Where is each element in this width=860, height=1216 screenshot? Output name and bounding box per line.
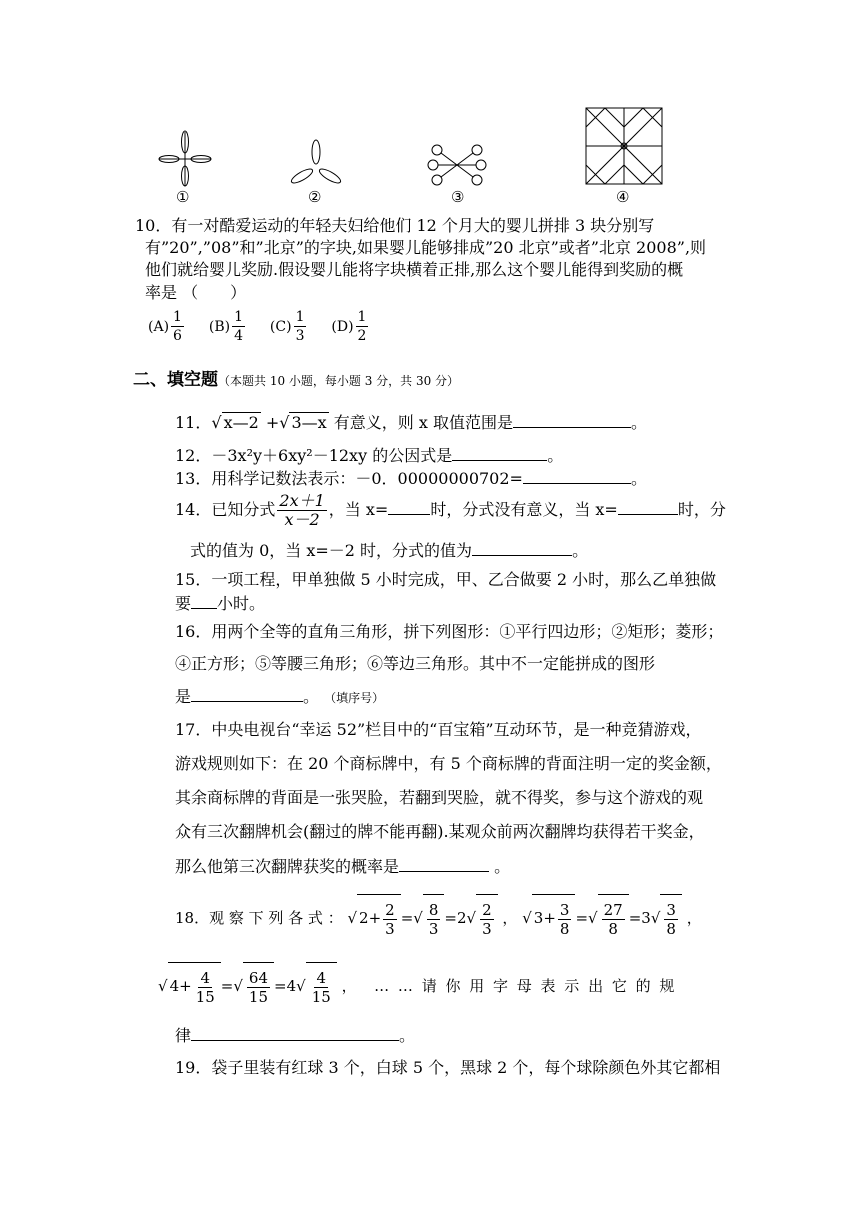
section-title: 二、填空题 <box>133 370 218 390</box>
q16-line3 <box>175 686 384 708</box>
option-c-label: (C) <box>269 318 292 335</box>
q14-blank2[interactable] <box>618 499 678 515</box>
q11: 11．√ x—2 +√ 3—x 有意义，则 x 取值范围是 。 <box>175 413 647 432</box>
q17-text5b: 。 <box>489 857 511 876</box>
q14-text2: 式的值为 0，当 x=－2 时，分式的值为 <box>190 541 473 560</box>
q18-e1-d: 3 <box>385 919 395 938</box>
q18-e3-kd: 15 <box>311 987 331 1006</box>
q13-text: 用科学记数法表示：－0．00000000702= <box>211 469 523 488</box>
q14-blank3[interactable] <box>472 540 572 556</box>
figure-2-three-petal-icon <box>288 138 344 190</box>
section-note: （本题共 10 小题，每小题 3 分，共 30 分） <box>218 374 460 388</box>
q16-note: （填序号） <box>324 691 385 705</box>
q17-line4: 众有三次翻牌机会(翻过的牌不能再翻).某观众前两次翻牌均获得若干奖金， <box>175 822 705 841</box>
q14-mid1: ，当 x= <box>328 500 389 519</box>
q19-number: 19． <box>175 1058 212 1077</box>
q12-end: 。 <box>547 446 564 465</box>
q18-blank[interactable] <box>191 1025 399 1041</box>
q18-expr3: √ 4+ $\frac{4}{15}$ =√ $\frac{64}{15}$ =4√ $\frac{4}{15}$ <box>158 977 337 995</box>
q14-number: 14． <box>175 500 212 519</box>
option-b-den: 4 <box>234 328 244 344</box>
q18-sep1: ， <box>502 909 518 927</box>
figure-4-pinwheel-square-icon <box>585 107 663 185</box>
q18-e3-rn: 64 <box>248 968 269 987</box>
q19-line1 <box>175 1058 720 1078</box>
q18-line2 <box>158 962 676 1009</box>
q11-answer-blank[interactable] <box>513 412 631 428</box>
q18-e2-rd: 8 <box>608 919 618 938</box>
q18-e2-n: 3 <box>559 900 570 919</box>
q10-line2: 有”20”,”08”和”北京”的字块,如果婴儿能够排成”20 北京”或者”北京 2008”,则 <box>145 238 707 257</box>
option-c-num: 1 <box>295 309 305 325</box>
q18-text3a: 律 <box>175 1026 192 1045</box>
q16-blank[interactable] <box>191 686 303 702</box>
q10-number: 10． <box>135 216 172 235</box>
q18-expr2: √ 3+ $\frac{3}{8}$ =√ $\frac{27}{8}$ =3√ $\frac{3}{8}$ <box>522 909 682 927</box>
q18-e3-k: 4 <box>286 977 297 995</box>
q18-tail: … … 请 你 用 字 母 表 示 出 它 的 规 <box>374 977 677 995</box>
q14-line1 <box>175 490 726 530</box>
q14-mid2: 时，分式没有意义，当 x= <box>430 500 618 519</box>
section-heading <box>133 365 459 390</box>
q18-line3 <box>175 1025 415 1046</box>
q18-e1-a: 2 <box>359 909 369 927</box>
option-b-label: (B) <box>208 318 231 335</box>
q15-line2 <box>175 593 265 614</box>
q18-pre: 观 察 下 列 各 式 ： <box>209 909 343 927</box>
option-a-num: 1 <box>173 309 182 325</box>
q14-frac-den: x－2 <box>284 510 320 529</box>
q18-e3-d: 15 <box>195 987 215 1006</box>
q17-line5 <box>175 856 510 877</box>
q17-number: 17． <box>175 720 212 739</box>
q13 <box>175 468 647 489</box>
q12-answer-blank[interactable] <box>452 445 547 461</box>
q18-e2-kd: 8 <box>666 919 676 938</box>
q11-radical2: 3—x <box>291 413 327 432</box>
q17-text5a: 那么他第三次翻牌获奖的概率是 <box>175 857 400 876</box>
q14-mid3: 时，分 <box>677 500 726 519</box>
q10-options <box>148 308 370 345</box>
q11-radical1: x—2 <box>223 413 259 432</box>
q18-expr1: √ 2+ $\frac{2}{3}$ =√ $\frac{8}{3}$ =2√ $\frac{2}{3}$ <box>347 909 497 927</box>
q18-e2-kn: 3 <box>666 900 676 919</box>
q16-line2: ④正方形；⑤等腰三角形；⑥等边三角形。其中不一定能拼成的图形 <box>175 654 656 673</box>
q16-number: 16． <box>175 622 212 641</box>
q18-sep3: ， <box>341 977 357 995</box>
q18-e1-rd: 3 <box>428 919 439 938</box>
option-a-label: (A) <box>148 318 170 335</box>
figure-label-3: ③ <box>451 188 465 206</box>
option-d-label: (D) <box>331 318 354 335</box>
q12-text: －3x²y＋6xy²－12xy 的公因式是 <box>211 446 453 465</box>
q18-sep2: ， <box>686 909 702 927</box>
q15-blank[interactable] <box>191 593 217 609</box>
q17-line3: 其余商标牌的背面是一张哭脸，若翻到哭脸，就不得奖，参与这个游戏的观 <box>175 788 704 807</box>
q18-e2-k: 3 <box>641 909 651 927</box>
figure-label-4: ④ <box>616 188 630 206</box>
q18-e2-rn: 27 <box>603 900 623 919</box>
option-c-den: 3 <box>295 328 305 344</box>
q14-line2 <box>190 540 588 561</box>
figure-label-2: ② <box>308 188 322 206</box>
q11-number: 11． <box>175 413 212 432</box>
option-d <box>331 309 370 344</box>
q13-answer-blank[interactable] <box>523 468 631 484</box>
q10-line1 <box>135 216 654 236</box>
q16-text3a: 是 <box>175 687 192 706</box>
q17-blank[interactable] <box>399 856 489 872</box>
q18-text3b: 。 <box>399 1026 416 1045</box>
figure-1-flower-icon <box>155 128 215 188</box>
q11-end: 。 <box>630 413 647 432</box>
q17-text1: 中央电视台“幸运 52”栏目中的“百宝箱”互动环节，是一种竞猜游戏， <box>211 720 702 739</box>
q18-e1-kn: 2 <box>482 900 492 919</box>
q10-text1: 有一对酷爱运动的年轻夫妇给他们 12 个月大的婴儿拼排 3 块分别写 <box>171 216 655 235</box>
q18-line1 <box>175 894 702 941</box>
figure-3-six-circles-icon <box>427 140 487 190</box>
option-d-num: 1 <box>357 309 367 325</box>
q16-text1: 用两个全等的直角三角形，拼下列图形：①平行四边形；②矩形；菱形； <box>211 622 724 641</box>
q11-text: 有意义，则 x 取值范围是 <box>328 413 513 432</box>
q18-e2-d: 8 <box>559 919 570 938</box>
q11-plus: + <box>265 413 280 432</box>
q14-blank1[interactable] <box>388 499 430 515</box>
option-b-num: 1 <box>234 309 244 325</box>
q18-e1-kd: 3 <box>482 919 492 938</box>
figure-label-1: ① <box>176 188 190 206</box>
q18-number: 18． <box>175 909 210 927</box>
q18-e3-rd: 15 <box>248 987 269 1006</box>
q13-end: 。 <box>630 469 647 488</box>
option-a <box>148 309 186 344</box>
q14-frac-num: 2x＋1 <box>279 491 325 510</box>
option-a-den: 6 <box>173 328 182 344</box>
q18-e3-a: 4 <box>169 977 180 995</box>
q18-e1-k: 2 <box>456 909 467 927</box>
q17-line2: 游戏规则如下：在 20 个商标牌中，有 5 个商标牌的背面注明一定的奖金额， <box>175 754 722 773</box>
q15-line1 <box>175 570 716 590</box>
q19-text: 袋子里装有红球 3 个，白球 5 个，黑球 2 个，每个球除颜色外其它都相 <box>211 1058 721 1077</box>
q16-text3b: 。 <box>303 687 320 706</box>
q15-number: 15． <box>175 570 212 589</box>
q14-pre: 已知分式 <box>211 500 276 519</box>
q18-e1-n: 2 <box>385 900 395 919</box>
q18-e1-rn: 8 <box>428 900 439 919</box>
q14-end: 。 <box>572 541 589 560</box>
q15-text2b: 小时。 <box>217 594 266 613</box>
q15-text1: 一项工程，甲单独做 5 小时完成，甲、乙合做要 2 小时，那么乙单独做 <box>211 570 717 589</box>
option-b <box>208 309 247 344</box>
q15-text2a: 要 <box>175 594 192 613</box>
q12-number: 12． <box>175 446 212 465</box>
option-d-den: 2 <box>357 328 367 344</box>
q16-line1 <box>175 622 723 642</box>
q18-e2-a: 3 <box>533 909 544 927</box>
q17-line1 <box>175 720 702 740</box>
q18-e3-kn: 4 <box>316 968 327 987</box>
option-c <box>269 309 309 344</box>
q10-line4: 率是 （ ） <box>145 283 247 302</box>
q13-number: 13． <box>175 469 212 488</box>
q10-line3: 他们就给婴儿奖励.假设婴儿能将字块横着正排,那么这个婴儿能得到奖励的概 <box>145 260 684 279</box>
q12 <box>175 445 563 466</box>
q18-e3-n: 4 <box>200 968 210 987</box>
